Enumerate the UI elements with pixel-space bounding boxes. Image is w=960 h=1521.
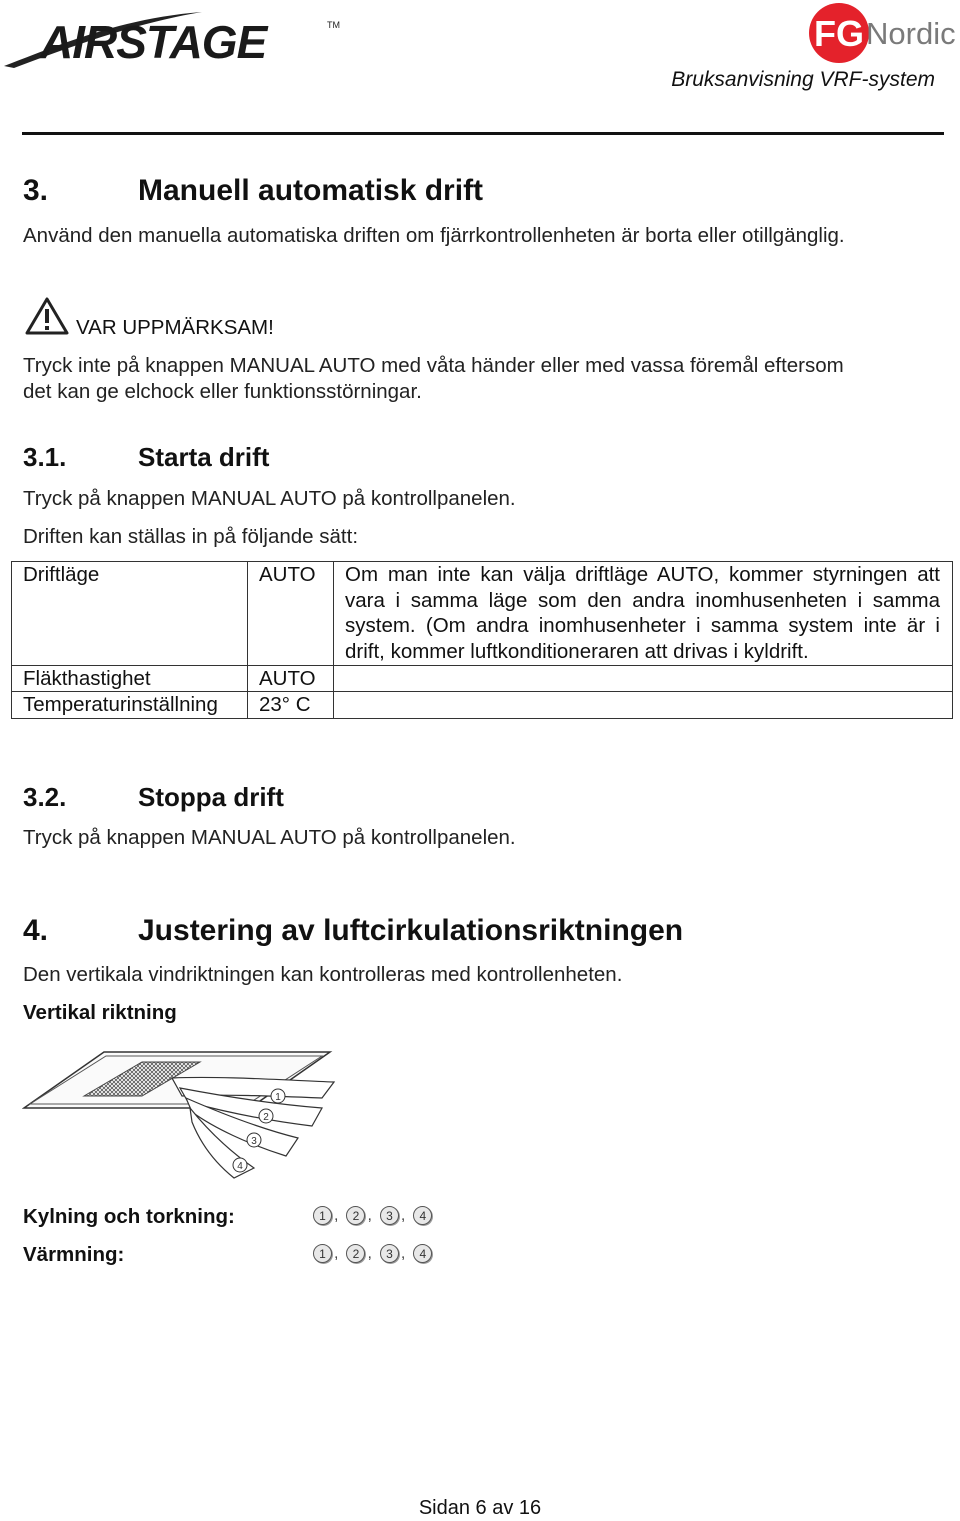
- table-row: [12, 562, 953, 666]
- section-4-title: Justering av luftcirkulationsriktningen: [138, 914, 684, 947]
- warning-text-line-1: Tryck inte på knappen MANUAL AUTO med våta händer eller med vassa föremål eftersom: [23, 354, 844, 377]
- description-cell: [334, 692, 953, 719]
- diagram-label-1: 1: [275, 1092, 281, 1103]
- fg-logo-text: FG: [814, 13, 864, 54]
- subsection-3-1-heading: [23, 442, 723, 476]
- position-2-icon: 2: [346, 1206, 365, 1225]
- operation-settings-table: [11, 561, 953, 719]
- setting-cell: Temperaturinställning: [12, 692, 248, 719]
- warning-label: VAR UPPMÄRKSAM!: [76, 316, 274, 339]
- section-4-number: 4.: [23, 914, 49, 947]
- trademark-symbol: TM: [327, 20, 340, 30]
- value-cell: AUTO: [248, 665, 334, 692]
- subsection-3-1-line-2: Driften kan ställas in på följande sätt:: [23, 525, 359, 548]
- description-cell: [334, 665, 953, 692]
- document-subtitle: Bruksanvisning VRF-system: [671, 68, 935, 91]
- diagram-label-2: 2: [263, 1112, 269, 1123]
- section-4-intro: Den vertikala vindriktningen kan kontrolleras med kontrollenheten.: [23, 963, 623, 986]
- table-row: [12, 665, 953, 692]
- heating-label: Värmning:: [23, 1243, 125, 1266]
- subsection-3-1-title: Starta drift: [138, 442, 270, 472]
- position-2-icon: 2: [346, 1244, 365, 1263]
- value-cell: 23° C: [248, 692, 334, 719]
- warning-triangle-icon: [24, 296, 70, 336]
- airflow-direction-diagram: [22, 1046, 342, 1181]
- position-3-icon: 3: [380, 1206, 399, 1225]
- subsection-3-2-heading: [23, 782, 723, 816]
- subsection-3-1-line-1: Tryck på knappen MANUAL AUTO på kontrollpanelen.: [23, 487, 516, 510]
- section-3-number: 3.: [23, 174, 49, 207]
- header-divider: [22, 132, 944, 135]
- setting-cell: Driftläge: [12, 562, 248, 666]
- fg-nordic-logo: [808, 2, 960, 64]
- table-row: [12, 692, 953, 719]
- diagram-label-4: 4: [237, 1161, 243, 1172]
- section-3-intro: Använd den manuella automatiska driften om fjärrkontrollenheten är borta eller otillgänglig.: [23, 224, 845, 247]
- subsection-3-2-line-1: Tryck på knappen MANUAL AUTO på kontrollpanelen.: [23, 826, 516, 849]
- value-cell: AUTO: [248, 562, 334, 666]
- cooling-drying-positions: 1 , 2 , 3 , 4: [313, 1206, 432, 1225]
- subsection-3-2-number: 3.2.: [23, 782, 67, 812]
- vertical-direction-heading: Vertikal riktning: [23, 1001, 177, 1024]
- page-number: Sidan 6 av 16: [418, 1497, 542, 1519]
- position-4-icon: 4: [413, 1244, 432, 1263]
- diagram-label-3: 3: [251, 1136, 257, 1147]
- subsection-3-2-title: Stoppa drift: [138, 782, 284, 812]
- position-1-icon: 1: [313, 1206, 332, 1225]
- warning-text-line-2: det kan ge elchock eller funktionsstörningar.: [23, 380, 422, 403]
- airstage-wordmark: AIRSTAGE: [40, 16, 267, 68]
- cooling-drying-label: Kylning och torkning:: [23, 1205, 235, 1228]
- airstage-logo: [2, 4, 347, 70]
- heating-positions: 1 , 2 , 3 , 4: [313, 1244, 432, 1263]
- description-cell: Om man inte kan välja driftläge AUTO, kommer styrningen att vara i samma läge som den andra inomhusenheten i samma system. (Om andra inomhusenheter i samma system inte är i drift, kommer luftkonditioneraren att drivas i kyldrift.: [334, 562, 953, 666]
- section-3-heading: [23, 174, 923, 214]
- section-3-title: Manuell automatisk drift: [138, 174, 484, 207]
- position-3-icon: 3: [380, 1244, 399, 1263]
- position-1-icon: 1: [313, 1244, 332, 1263]
- position-4-icon: 4: [413, 1206, 432, 1225]
- section-4-heading: [23, 914, 943, 954]
- subsection-3-1-number: 3.1.: [23, 442, 67, 472]
- nordic-logo-text: Nordic: [866, 16, 956, 51]
- setting-cell: Fläkthastighet: [12, 665, 248, 692]
